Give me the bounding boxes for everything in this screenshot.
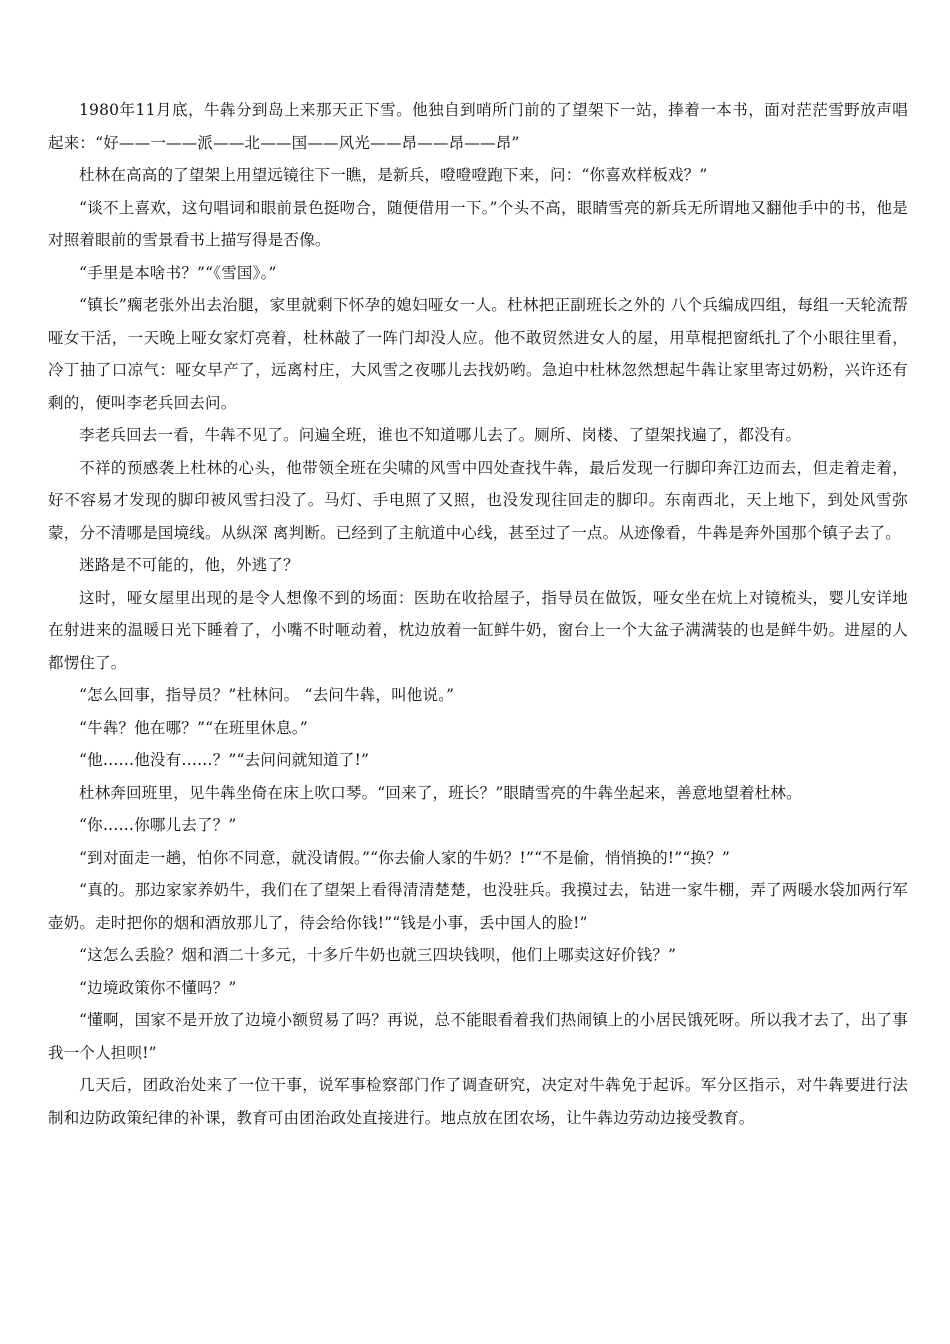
paragraph-15: “到对面走一趟，怕你不同意，就没请假。”“你去偷人家的牛奶？!”“不是偷，悄悄换的!”“换？” — [79, 848, 731, 867]
paragraph-9: 这时，哑女屋里出现的是令人想像不到的场面：医助在收拾屋子，指导员在做饭，哑女坐在炕上对镜梳头，婴儿安详地在射进来的温暖日光下睡着了，小嘴不时咂动着，枕边放着一缸鲜牛奶，窗台上一个大盆子满满装的也是鲜牛奶。进屋的人都愣住了。 — [48, 588, 908, 672]
paragraph-2: 杜林在高高的了望架上用望远镜往下一瞧，是新兵，噔噔噔跑下来，问：“你喜欢样板戏？” — [79, 166, 708, 184]
paragraph-20: 几天后，团政治处来了一位干事，说军事检察部门作了调查研究，决定对牛犇免于起诉。军分区指示，对牛犇要进行法制和边防政策纪律的补课，教育可由团治政处直接进行。地点放在团农场，让牛犇边劳动边接受教育。 — [48, 1076, 908, 1127]
paragraph-8: 迷路是不可能的，他，外逃了？ — [79, 556, 299, 574]
paragraph-16: “真的。那边家家养奶牛，我们在了望架上看得清清楚楚，也没驻兵。我摸过去，钻进一家牛棚，弄了两暖水袋加两行军壶奶。走时把你的烟和酒放那儿了，待会给你钱!”“钱是小事，丢中国人的脸!” — [48, 881, 908, 932]
paragraph-12: “他……他没有……？”“去问问就知道了!” — [79, 751, 370, 769]
paragraph-13: 杜林奔回班里，见牛犇坐倚在床上吹口琴。“回来了，班长？”眼睛雪亮的牛犇坐起来，善意地望着杜林。 — [79, 783, 802, 802]
paragraph-11: “牛犇？他在哪？”“在班里休息。” — [79, 718, 308, 737]
paragraph-17: “这怎么丢脸？烟和酒二十多元，十多斤牛奶也就三四块钱呗，他们上哪卖这好价钱？” — [79, 946, 677, 964]
paragraph-3: “谈不上喜欢，这句唱词和眼前景色挺吻合，随便借用一下。”个头不高，眼睛雪亮的新兵无所谓地又翻他手中的书，他是对照着眼前的雪景看书上描写得是否像。 — [48, 198, 908, 249]
paragraph-4: “手里是本啥书？”“《雪国》。” — [79, 263, 277, 282]
paragraph-7: 不祥的预感袭上杜林的心头，他带领全班在尖啸的风雪中四处查找牛犇，最后发现一行脚印奔江边而去，但走着走着，好不容易才发现的脚印被风雪扫没了。马灯、手电照了又照，也没发现往回走的脚印。东南西北，天上地下，到处风雪弥蒙，分不清哪是国境线。从纵深 离判断。已经到了主航道中心线，甚至过了一点。从迹像看，牛犇是奔外国那个镇子去了。 — [48, 458, 908, 542]
paragraph-18: “边境政策你不懂吗？” — [79, 978, 237, 997]
paragraph-1: 1980年11月底，牛犇分到岛上来那天正下雪。他独自到哨所门前的了望架下一站，捧着一本书，面对茫茫雪野放声唱起来：“好——一——派——北——国——风光——昂——昂——昂” — [48, 101, 908, 152]
paragraph-6: 李老兵回去一看，牛犇不见了。问遍全班，谁也不知道哪儿去了。厕所、岗楼、了望架找遍了，都没有。 — [79, 426, 802, 444]
paragraph-10: “怎么回事，指导员？”杜林问。 “去问牛犇，叫他说。” — [79, 686, 455, 704]
paragraph-5: “镇长”瘸老张外出去治腿，家里就剩下怀孕的媳妇哑女一人。杜林把正副班长之外的 八个兵编成四组，每组一天轮流帮哑女干活，一天晚上哑女家灯亮着，杜林敲了一阵门却没人应。他不敢贸然进女人的屋，用草棍把窗纸扎了个小眼往里看，冷丁抽了口凉气：哑女早产了，远离村庄，大风雪之夜哪儿去找奶哟。急迫中杜林忽然想起牛犇让家里寄过奶粉，兴许还有剩的，便叫李老兵回去问。 — [48, 296, 908, 412]
document-body — [48, 94, 908, 1134]
paragraph-19: “懂啊，国家不是开放了边境小额贸易了吗？再说，总不能眼看着我们热闹镇上的小居民饿死呀。所以我才去了，出了事我一个人担呗!” — [48, 1011, 908, 1062]
paragraph-14: “你……你哪儿去了？” — [79, 816, 237, 834]
